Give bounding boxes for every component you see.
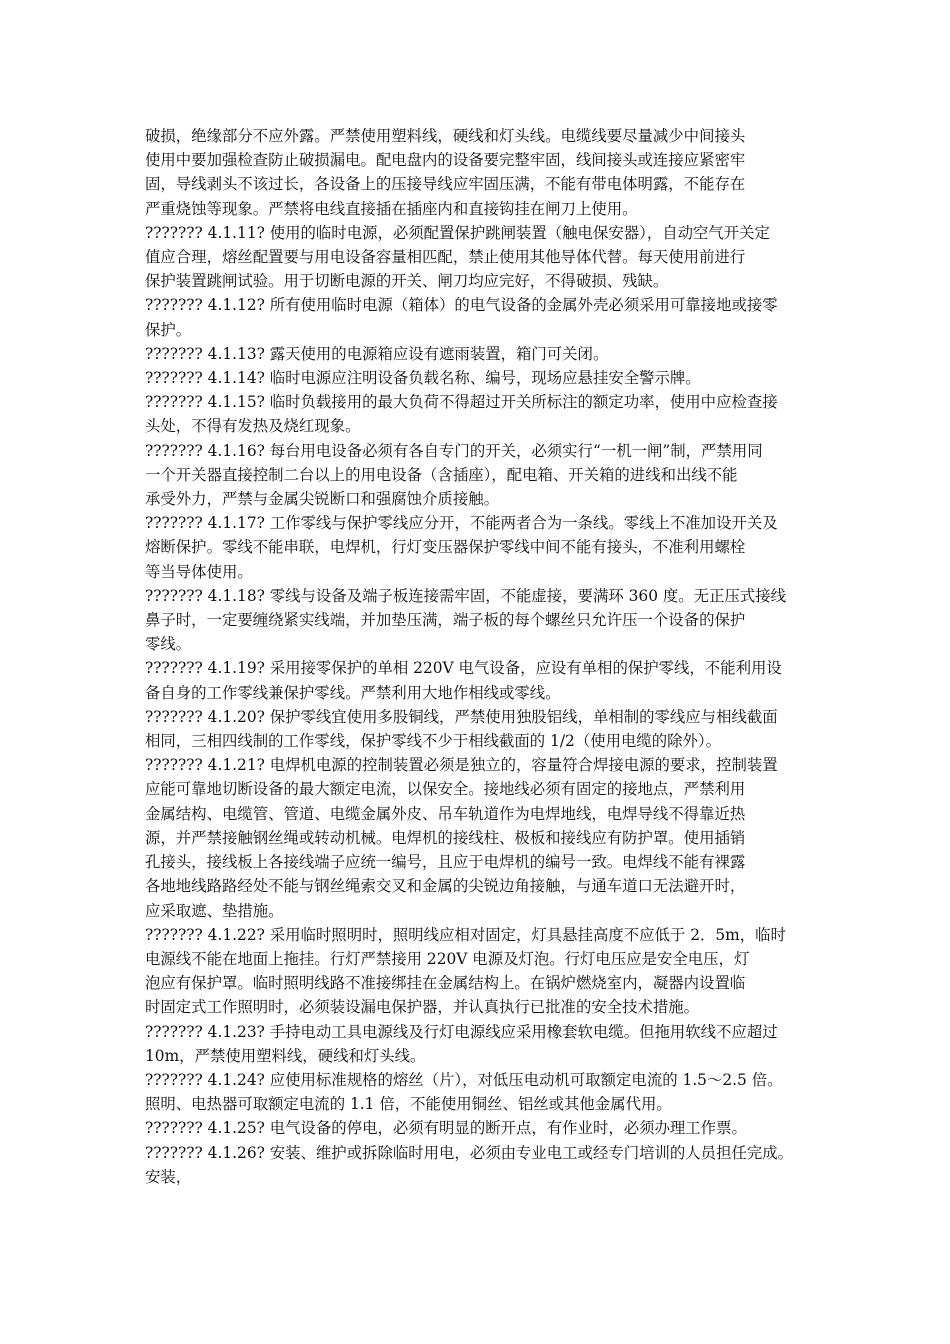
text-line: 各地地线路路经处不能与钢丝绳索交叉和金属的尖锐边角接触，与通车道口无法避开时， bbox=[145, 877, 746, 896]
text-line: 照明、电热器可取额定电流的 1.1 倍，不能使用铜丝、铝丝或其他金属代用。 bbox=[145, 1095, 672, 1114]
paragraph bbox=[145, 1020, 825, 1068]
text-line: ??????? 4.1.16? 每台用电设备必须有各自专门的开关，必须实行“一机一闸”制，严禁用同 bbox=[145, 441, 763, 460]
text-line: 相同，三相四线制的工作零线，保护零线不少于相线截面的 1/2（使用电缆的除外）。 bbox=[145, 732, 722, 751]
text-line: 金属结构、电缆管、管道、电缆金属外皮、吊车轨道作为电焊地线，电焊导线不得靠近热 bbox=[145, 804, 746, 823]
text-line: ??????? 4.1.15? 临时负载接用的最大负荷不得超过开关所标注的额定功率，使用中应检查接 bbox=[145, 393, 778, 412]
text-line: 电源线不能在地面上拖挂。行灯严禁接用 220V 电源及灯泡。行灯电压应是安全电压，灯 bbox=[145, 949, 750, 968]
paragraph bbox=[145, 584, 825, 657]
paragraph bbox=[145, 342, 825, 366]
paragraph bbox=[145, 753, 825, 922]
text-line: ??????? 4.1.24? 应使用标准规格的熔丝（片），对低压电动机可取额定电流的 1.5～2.5 倍。 bbox=[145, 1070, 783, 1089]
text-line: 应能可靠地切断设备的最大额定电流，以保安全。接地线必须有固定的接地点，严禁利用 bbox=[145, 780, 746, 799]
text-line: 源，并严禁接触钢丝绳或转动机械。电焊机的接线柱、极板和接线应有防护罩。使用插销 bbox=[145, 828, 746, 847]
paragraph bbox=[145, 1116, 825, 1140]
text-line: 值应合理，熔丝配置要与用电设备容量相匹配，禁止使用其他导体代替。每天使用前进行 bbox=[145, 248, 746, 267]
text-line: 泡应有保护罩。临时照明线路不准接绑挂在金属结构上。在锅炉燃烧室内，凝器内设置临 bbox=[145, 974, 746, 993]
text-line: ??????? 4.1.13? 露天使用的电源箱应设有遮雨装置，箱门可关闭。 bbox=[145, 344, 609, 363]
text-line: 保护。 bbox=[145, 320, 192, 339]
text-line: ??????? 4.1.25? 电气设备的停电，必须有明显的断开点，有作业时，必须办理工作票。 bbox=[145, 1119, 747, 1138]
paragraph bbox=[145, 390, 825, 438]
paragraph bbox=[145, 221, 825, 294]
text-line: 头处，不得有发热及烧红现象。 bbox=[145, 417, 361, 436]
paragraph bbox=[145, 1141, 825, 1189]
text-line: ??????? 4.1.21? 电焊机电源的控制装置必须是独立的，容量符合焊接电源的要求，控制装置 bbox=[145, 756, 778, 775]
paragraph bbox=[145, 124, 825, 221]
text-line: ??????? 4.1.22? 采用临时照明时，照明线应相对固定，灯具悬挂高度不应低于 2．5m，临时 bbox=[145, 925, 786, 944]
text-line: 破损，绝缘部分不应外露。严禁使用塑料线，硬线和灯头线。电缆线要尽量减少中间接头 bbox=[145, 127, 746, 145]
text-line: 承受外力，严禁与金属尖锐断口和强腐蚀介质接触。 bbox=[145, 490, 499, 509]
paragraph bbox=[145, 366, 825, 390]
paragraph bbox=[145, 293, 825, 341]
text-line: 安装， bbox=[145, 1167, 192, 1186]
paragraph bbox=[145, 439, 825, 512]
text-line: 一个开关器直接控制二台以上的用电设备（含插座），配电箱、开关箱的进线和出线不能 bbox=[145, 465, 738, 484]
text-line: ??????? 4.1.23? 手持电动工具电源线及行灯电源线应采用橡套软电缆。但拖用软线不应超过 bbox=[145, 1022, 778, 1041]
text-line: ??????? 4.1.14? 临时电源应注明设备负载名称、编号，现场应悬挂安全警示牌。 bbox=[145, 369, 701, 388]
text-line: 鼻子时，一定要缠绕紧实线端，并加垫压满，端子板的每个螺丝只允许压一个设备的保护 bbox=[145, 611, 746, 630]
text-line: ??????? 4.1.26? 安装、维护或拆除临时用电，必须由专业电工或经专门培训的人员担任完成。 bbox=[145, 1143, 794, 1162]
text-line: 备自身的工作零线兼保护零线。严禁利用大地作相线或零线。 bbox=[145, 683, 561, 702]
text-line: 零线。 bbox=[145, 635, 192, 654]
paragraph bbox=[145, 1068, 825, 1116]
paragraph bbox=[145, 705, 825, 753]
text-line: ??????? 4.1.11? 使用的临时电源，必须配置保护跳闸装置（触电保安器），自动空气开关定 bbox=[145, 223, 770, 242]
text-line: 等当导体使用。 bbox=[145, 562, 253, 581]
document-body bbox=[145, 124, 825, 1189]
text-line: 时固定式工作照明时，必须装设漏电保护器，并认真执行已批准的安全技术措施。 bbox=[145, 998, 700, 1017]
text-line: 孔接头，接线板上各接线端子应统一编号，且应于电焊机的编号一致。电焊线不能有裸露 bbox=[145, 853, 746, 872]
text-line: ??????? 4.1.19? 采用接零保护的单相 220V 电气设备，应设有单相的保护零线，不能利用设 bbox=[145, 659, 782, 678]
text-line: 使用中要加强检查防止破损漏电。配电盘内的设备要完整牢固，线间接头或连接应紧密牢 bbox=[145, 151, 746, 170]
paragraph bbox=[145, 511, 825, 584]
text-line: 保护装置跳闸试验。用于切断电源的开关、闸刀均应完好，不得破损、残缺。 bbox=[145, 272, 669, 291]
paragraph bbox=[145, 656, 825, 704]
text-line: 10m，严禁使用塑料线，硬线和灯头线。 bbox=[145, 1046, 426, 1065]
text-line: ??????? 4.1.18? 零线与设备及端子板连接需牢固，不能虚接，要满环 360 度。无正压式接线 bbox=[145, 586, 787, 605]
text-line: 熔断保护。零线不能串联，电焊机，行灯变压器保护零线中间不能有接头，不准利用螺栓 bbox=[145, 538, 746, 557]
text-line: ??????? 4.1.17? 工作零线与保护零线应分开，不能两者合为一条线。零线上不准加设开关及 bbox=[145, 514, 778, 533]
text-line: 固，导线剥头不该过长，各设备上的压接导线应牢固压满，不能有带电体明露，不能存在 bbox=[145, 175, 746, 194]
text-line: ??????? 4.1.20? 保护零线宜使用多股铜线，严禁使用独股铝线，单相制的零线应与相线截面 bbox=[145, 707, 778, 726]
text-line: 严重烧蚀等现象。严禁将电线直接插在插座内和直接钩挂在闸刀上使用。 bbox=[145, 199, 638, 218]
text-line: ??????? 4.1.12? 所有使用临时电源（箱体）的电气设备的金属外壳必须采用可靠接地或接零 bbox=[145, 296, 778, 315]
text-line: 应采取遮、垫措施。 bbox=[145, 901, 284, 920]
paragraph bbox=[145, 923, 825, 1020]
